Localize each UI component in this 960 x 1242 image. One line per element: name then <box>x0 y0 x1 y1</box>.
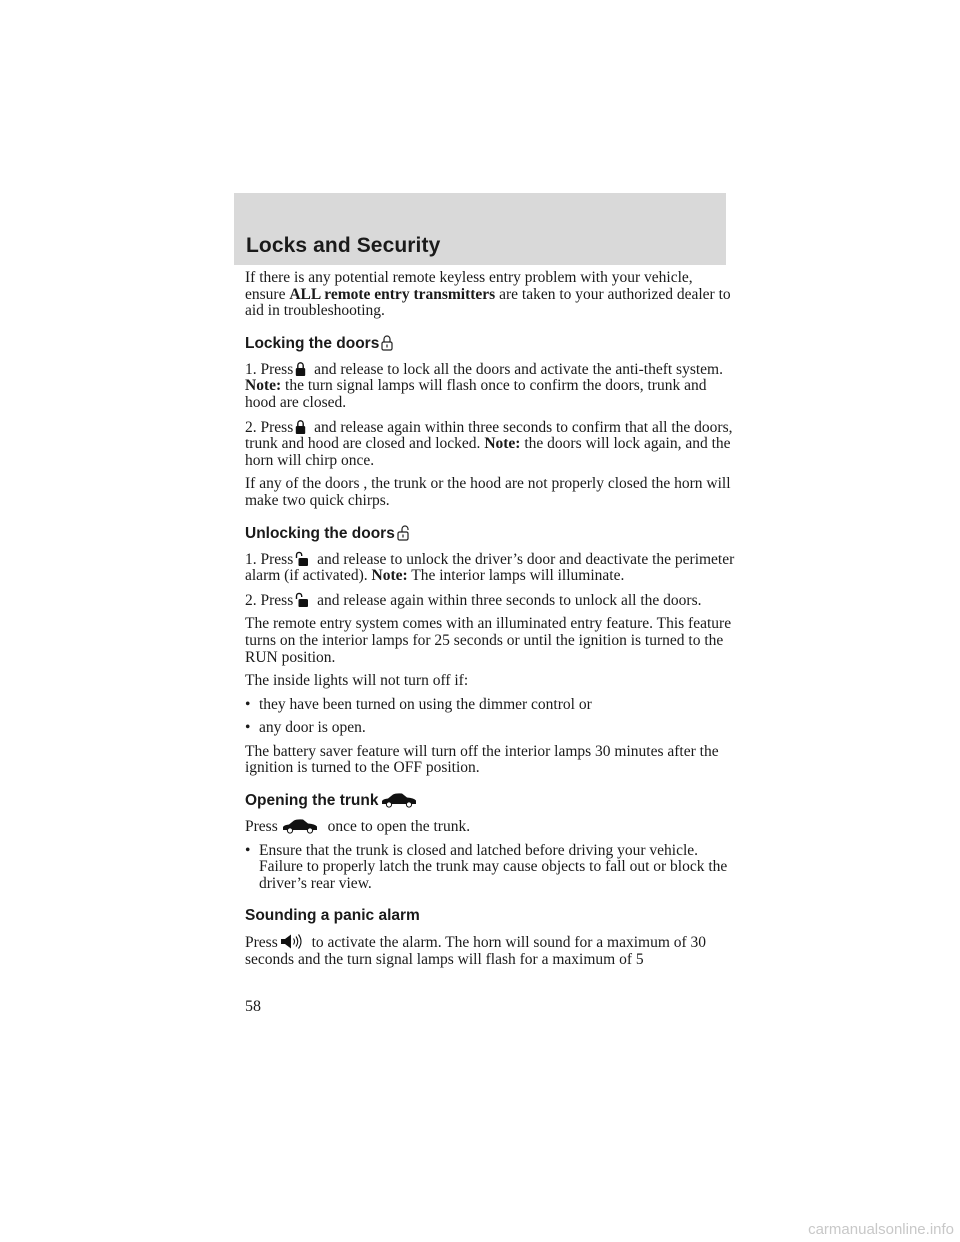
heading-locking-doors <box>245 334 735 354</box>
panic-press-text-b: to activate the alarm. The horn will sound for a maximum of 30 seconds and the turn signal lamps will flash for a maximum of 5 <box>245 934 707 969</box>
heading-opening-trunk <box>245 791 735 811</box>
bullet-glyph: • <box>245 695 251 713</box>
unlock-step-1 <box>245 551 735 585</box>
horn-speaker-icon <box>280 933 304 950</box>
heading-unlocking-text: Unlocking the doors <box>245 524 395 542</box>
lock-step-2-text-b: and release again within three seconds to confirm that all the doors, trunk and hood are closed and locked. <box>245 418 733 453</box>
heading-unlocking-doors <box>245 524 735 544</box>
lock-step-2-text-a: 2. Press <box>245 418 294 436</box>
illuminated-entry-paragraph: The remote entry system comes with an illuminated entry feature. This feature turns on the interior lamps for 25 seconds or until the ignition is turned to the RUN position. <box>245 615 732 666</box>
heading-trunk-text: Opening the trunk <box>245 792 379 810</box>
list-item-text: Ensure that the trunk is closed and latched before driving your vehicle. Failure to properly latch the trunk may cause objects to fall out or block the driver’s rear view. <box>259 841 728 892</box>
unlock-step-2 <box>245 592 735 610</box>
lock-solid-icon <box>295 419 306 435</box>
lock-step-1-note: Note: <box>245 377 282 395</box>
unlock-step-1-text-a: 1. Press <box>245 550 294 568</box>
heading-locking-text: Locking the doors <box>245 334 380 352</box>
list-item <box>245 720 735 737</box>
page-number: 58 <box>245 998 261 1015</box>
unlock-solid-icon <box>295 592 309 608</box>
trunk-press-paragraph <box>245 818 735 836</box>
lock-outline-icon <box>381 334 393 351</box>
lock-step-1-text-c: the turn signal lamps will flash once to confirm the doors, trunk and hood are closed. <box>245 377 707 411</box>
trunk-press-text-a: Press <box>245 818 278 836</box>
panic-press-paragraph <box>245 933 735 968</box>
intro-text-1: If there is any potential remote keyless entry problem with your vehicle, ensure <box>245 269 693 303</box>
unlock-step-1-text-c: The interior lamps will illuminate. <box>407 567 625 585</box>
lock-step-1-text-b: and release to lock all the doors and activate the anti-theft system. <box>310 360 723 378</box>
list-item <box>245 843 735 893</box>
bullet-glyph: • <box>245 841 251 859</box>
lock-step-2-note: Note: <box>484 435 521 453</box>
unlock-step-2-text-b: and release again within three seconds to unlock all the doors. <box>313 591 702 609</box>
list-item-text: any door is open. <box>259 719 366 737</box>
intro-bold-text: ALL remote entry transmitters <box>289 285 496 303</box>
unlock-step-2-text-a: 2. Press <box>245 591 294 609</box>
list-item <box>245 697 735 714</box>
page-content <box>245 270 735 976</box>
lock-step-2-text-c: the doors will lock again, and the horn will chirp once. <box>245 435 731 469</box>
lock-step-1 <box>245 361 735 412</box>
bullet-glyph: • <box>245 719 251 737</box>
trunk-press-text-b: once to open the trunk. <box>323 818 471 836</box>
unlock-outline-icon <box>397 524 411 541</box>
unlock-solid-icon <box>295 551 309 567</box>
unlock-step-1-note: Note: <box>371 567 408 585</box>
unlock-step-1-text-b: and release to unlock the driver’s door and deactivate the perimeter alarm (if activated). <box>245 550 735 585</box>
heading-panic-alarm: Sounding a panic alarm <box>245 907 420 925</box>
car-trunk-icon <box>380 792 418 808</box>
panic-press-text-a: Press <box>245 934 278 952</box>
footer-watermark[interactable]: carmanualsonline.info <box>808 1221 954 1238</box>
list-item-text: they have been turned on using the dimmer control or <box>259 695 592 713</box>
car-trunk-icon <box>280 818 320 834</box>
intro-text-2: are taken to your authorized dealer to aid in troubleshooting. <box>245 285 731 320</box>
inside-lights-paragraph: The inside lights will not turn off if: <box>245 672 469 690</box>
intro-paragraph <box>245 270 735 320</box>
lock-solid-icon <box>295 361 306 377</box>
lock-step-1-text-a: 1. Press <box>245 360 294 378</box>
lock-chirp-paragraph: If any of the doors , the trunk or the hood are not properly closed the horn will make two quick chirps. <box>245 475 731 509</box>
section-title: Locks and Security <box>246 234 441 257</box>
lock-step-2 <box>245 419 735 470</box>
battery-saver-paragraph: The battery saver feature will turn off the interior lamps 30 minutes after the ignition is turned to the OFF position. <box>245 742 719 777</box>
